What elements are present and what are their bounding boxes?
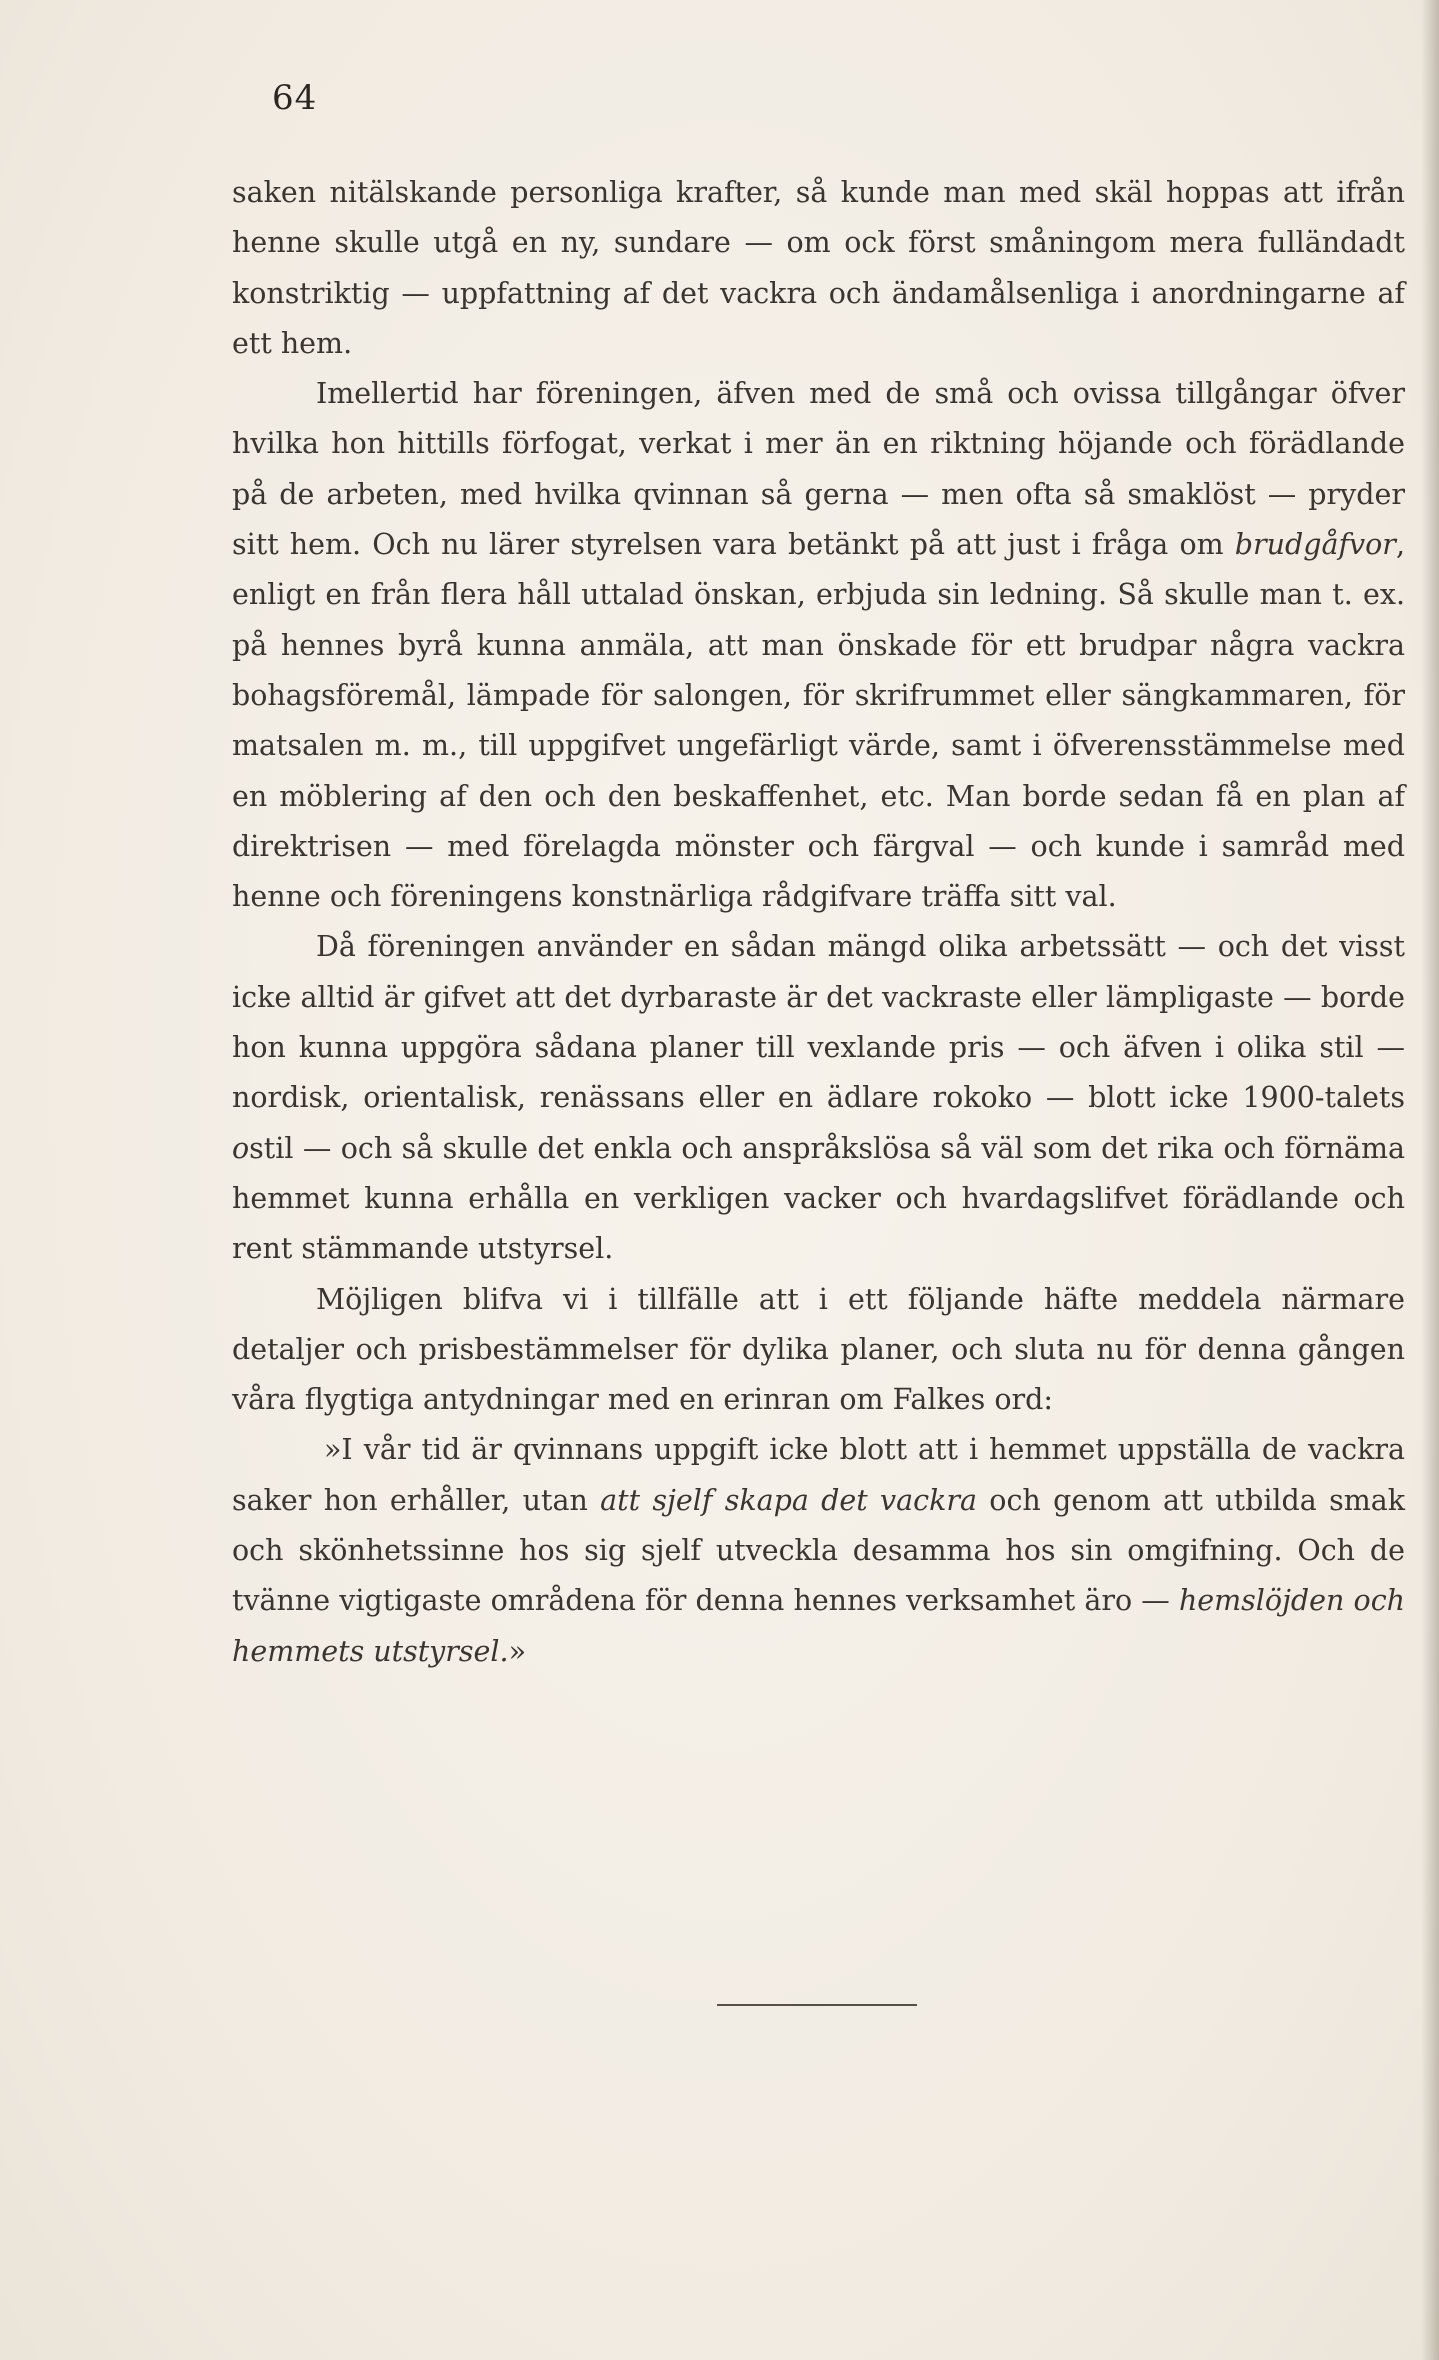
page-edge-shadow [1421, 0, 1439, 2360]
text-run: Möjligen blifva vi i tillfälle att i ett följande häfte meddela närmare detaljer och prisbestämmelser för dylika planer, och sluta nu för denna gången våra flygtiga antydningar med en erinran om Falkes ord: [232, 1282, 1405, 1417]
text-run: Imellertid har föreningen, äfven med de små och ovissa tillgångar öfver hvilka hon hittills förfogat, verkat i mer än en riktning höjande och förädlande på de arbeten, med hvilka qvinnan så gerna — men ofta så smaklöst — pryder sitt hem. Och nu lärer styrelsen vara betänkt på att just i fråga om [232, 377, 1405, 562]
italic-run: att sjelf skapa det vackra [600, 1483, 977, 1517]
text-run: saken nitälskande personliga krafter, så kunde man med skäl hoppas att ifrån henne skulle utgå en ny, sundare — om ock först småningom mera fulländadt konstriktig — uppfattning af det vackra och ändamålsenliga i anordningarne af ett hem. [232, 176, 1405, 360]
text-run: stil — och så skulle det enkla och anspråkslösa så väl som det rika och förnäma hemmet kunna erhålla en verkligen vacker och hvardagslifvet förädlande och rent stämmande utstyrsel. [232, 1131, 1405, 1266]
italic-run: hemslöjden och hemmets utstyrsel. [232, 1584, 1406, 1668]
paragraph [232, 369, 1405, 922]
text-run: , enligt en från flera håll uttalad önskan, erbjuda sin ledning. Så skulle man t. ex. på hennes byrå kunna anmäla, att man önskade för ett brudpar några vackra bohagsföremål, lämpade för salongen, för skrifrummet eller sängkammaren, för matsalen m. m., till uppgifvet ungefärligt värde, samt i öfverensstämmelse med en möblering af den och den beskaffenhet, etc. Man borde sedan få en plan af direktrisen — med förelagda mönster och färgval — och kunde i samråd med henne och föreningens konstnärliga rådgifvare träffa sitt val. [232, 528, 1405, 914]
text-run: Då föreningen använder en sådan mängd olika arbetssätt — och det visst icke alltid är gifvet att det dyrbaraste är det vackraste eller lämpligaste — borde hon kunna uppgöra sådana planer till vexlande pris — och äfven i olika stil — nordisk, orientalisk, renässans eller en ädlare rokoko — blott icke 1900-talets [232, 930, 1405, 1115]
italic-run: o [232, 1131, 250, 1165]
text-run: »I vår tid är qvinnans uppgift icke blott att i hemmet uppställa de vackra saker hon erhåller, utan [232, 1433, 1405, 1517]
text-run: » [508, 1634, 526, 1668]
section-end-rule [717, 2004, 917, 2006]
page-number: 64 [272, 78, 318, 118]
italic-run: brudgåfvor [1234, 528, 1396, 562]
paragraph [232, 1275, 1405, 1426]
text-run: och genom att utbilda smak och skönhetssinne hos sig sjelf utveckla desamma hos sin omgifning. Och de tvänne vigtigaste områdena för denna hennes verksamhet äro — [232, 1483, 1406, 1618]
paragraph [232, 168, 1405, 369]
paragraph [232, 1425, 1405, 1676]
paragraph [232, 922, 1405, 1274]
body-text [232, 168, 1405, 1677]
